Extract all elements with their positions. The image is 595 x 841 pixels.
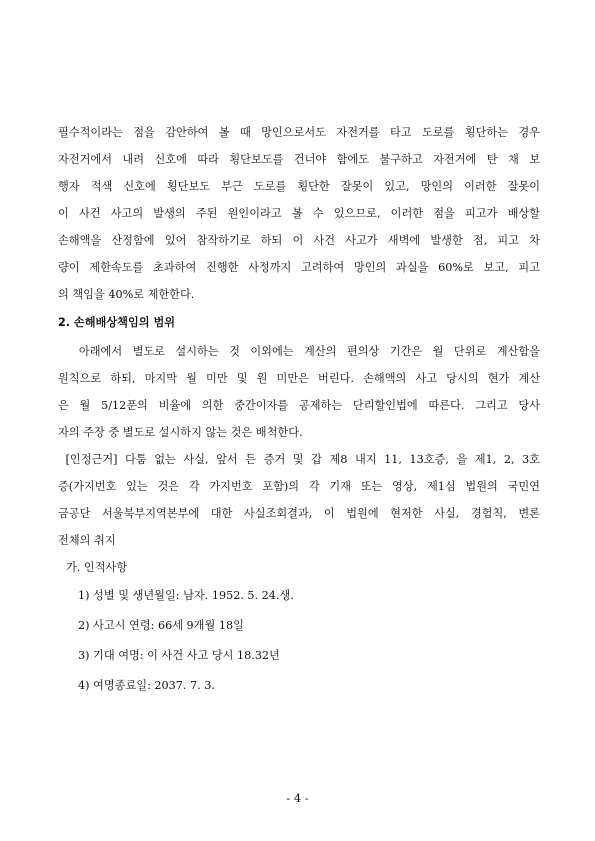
text-line: 손해액을 산정함에 있어 참작하기로 하되 이 사건 사고가 새벽에 발생한 점, 피고 차 [58, 234, 540, 247]
list-item: 3) 기대 여명: 이 사건 사고 당시 18.32년 [78, 649, 280, 662]
text-line: 아래에서 별도로 설시하는 것 이외에는 계산의 편의상 기간은 월 단위로 계산함을 [58, 345, 540, 358]
text-line: [인정근거] 다툼 없는 사실, 앞서 든 증거 및 갑 제8 내지 11, 13호증, 을 제1, 2, 3호 [58, 453, 540, 466]
text-line: 원칙으로 하되, 마지막 월 미만 및 원 미만은 버린다. 손해액의 사고 당시의 현가 계산 [58, 372, 540, 385]
paragraph-evidence-basis [58, 446, 540, 554]
text-line: 자전거에서 내려 신호에 따라 횡단보도를 건너야 함에도 불구하고 자전거에 탄 채 보 [58, 153, 540, 166]
list-item: 2) 사고시 연령: 66세 9개월 18일 [78, 619, 244, 632]
subsection-heading: 가. 인적사항 [66, 561, 128, 574]
paragraph-calculation-basis [58, 338, 540, 446]
text-line: 이 사건 사고의 발생의 주된 원인이라고 볼 수 있으므로, 이러한 점을 피고가 배상할 [58, 207, 540, 220]
section-heading: 2. 손해배상책임의 범위 [58, 316, 176, 329]
document-body [58, 119, 540, 701]
text-line: 자의 주장 중 별도로 설시하지 않는 것은 배척한다. [58, 426, 303, 439]
text-line: 전체의 취지 [58, 534, 116, 547]
list-item: 4) 여명종료일: 2037. 7. 3. [78, 679, 215, 692]
page-number: - 4 - [286, 791, 309, 805]
text-line: 필수적이라는 점을 감안하여 볼 때 망인으로서도 자전거를 타고 도로를 횡단하는 경우 [58, 126, 540, 139]
text-line: 증(가지번호 있는 것은 각 가지번호 포함)의 각 기재 또는 영상, 제1심 법원의 국민연 [58, 480, 540, 493]
text-line: 의 책임을 40%로 제한한다. [58, 288, 195, 301]
list-item: 1) 성별 및 생년월일: 남자. 1952. 5. 24.생. [78, 589, 294, 602]
personal-info-list [58, 581, 540, 701]
text-line: 량이 제한속도를 초과하여 진행한 사정까지 고려하여 망인의 과실을 60%로 보고, 피고 [58, 261, 540, 274]
text-line: 은 월 5/12푼의 비율에 의한 중간이자를 공제하는 단리할인법에 따른다. 그리고 당사 [58, 399, 540, 412]
text-line: 행자 적색 신호에 횡단보도 부근 도로를 횡단한 잘못이 있고, 망인의 이러한 잘못이 [58, 180, 540, 193]
paragraph-negligence [58, 119, 540, 308]
text-line: 금공단 서울북부지역본부에 대한 사실조회결과, 이 법원에 현저한 사실, 경험칙, 변론 [58, 507, 540, 520]
